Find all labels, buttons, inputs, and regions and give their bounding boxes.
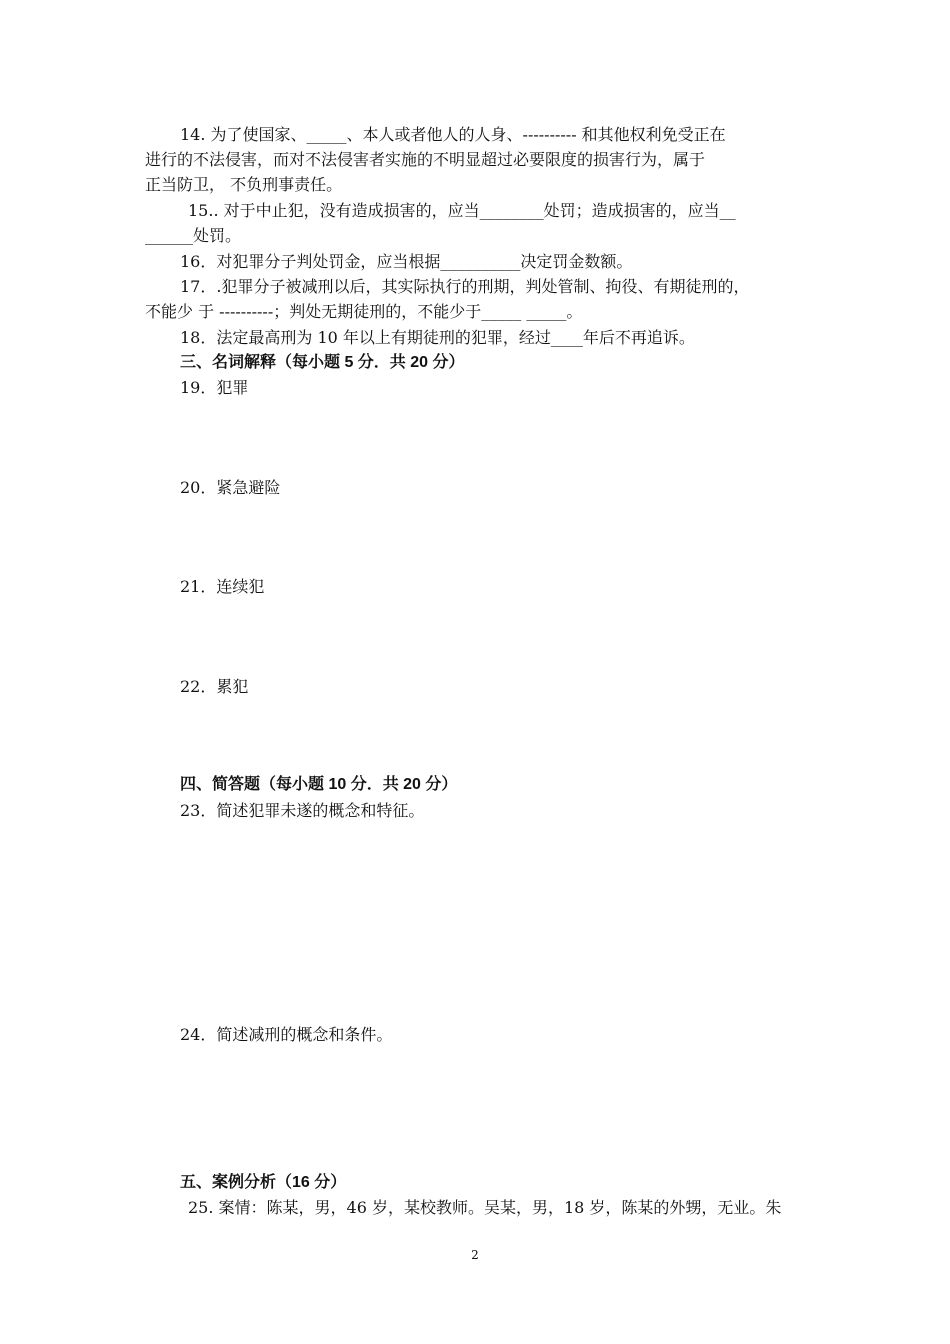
question-21: 21．连续犯: [180, 577, 265, 596]
section-4-heading: 四、简答题（每小题 10 分．共 20 分）: [180, 776, 458, 793]
page-number: 2: [471, 1248, 479, 1262]
question-19: 19．犯罪: [180, 378, 249, 397]
section-3-heading: 三、名词解释（每小题 5 分．共 20 分）: [180, 354, 465, 371]
question-25-line-1: 25. 案情：陈某，男，46 岁，某校教师。吴某，男，18 岁，陈某的外甥，无业。朱: [188, 1198, 782, 1217]
question-14-line-1: 14. 为了使国家、_____、本人或者他人的人身、---------- 和其他权利免受正在: [180, 125, 726, 144]
question-15-line-2: ______处罚。: [145, 226, 242, 245]
question-22: 22．累犯: [180, 677, 249, 696]
section-5-heading: 五、案例分析（16 分）: [180, 1174, 347, 1191]
question-14-line-3: 正当防卫， 不负刑事责任。: [145, 175, 343, 194]
question-17-line-2: 不能少 于 ----------；判处无期徒刑的，不能少于_____ _____。: [145, 302, 583, 321]
question-17-line-1: 17．.犯罪分子被减刑以后，其实际执行的刑期，判处管制、拘役、有期徒刑的，: [180, 277, 750, 296]
question-20: 20．紧急避险: [180, 478, 281, 497]
question-24: 24．简述减刑的概念和条件。: [180, 1025, 393, 1044]
question-18: 18．法定最高刑为 10 年以上有期徒刑的犯罪，经过____年后不再追诉。: [180, 328, 695, 347]
question-14-line-2: 进行的不法侵害，而对不法侵害者实施的不明显超过必要限度的损害行为，属于: [145, 150, 706, 169]
question-15-line-1: 15.. 对于中止犯，没有造成损害的，应当________处罚；造成损害的，应当__: [188, 201, 736, 220]
question-23: 23．简述犯罪未遂的概念和特征。: [180, 801, 425, 820]
question-16: 16．对犯罪分子判处罚金，应当根据__________决定罚金数额。: [180, 252, 633, 271]
